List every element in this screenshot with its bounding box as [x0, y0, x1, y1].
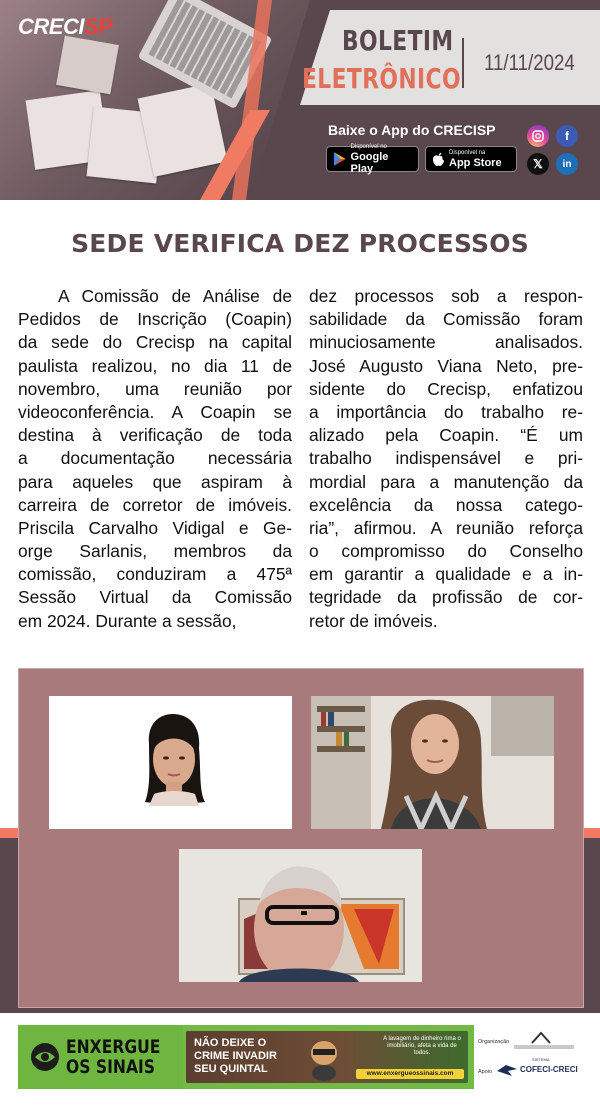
dog-thief-icon: [304, 1033, 344, 1081]
crecisp-logo[interactable]: CRECISP: [18, 14, 113, 39]
campaign-tagline: A lavagem de dinheiro rima o imobiliário, afeta a vida de todos.: [383, 1036, 461, 1056]
article-line: Pedidos de Inscrição (Coapin): [18, 309, 292, 330]
apple-icon: [432, 152, 445, 167]
article-line: carreira de corretor de imóveis.: [18, 494, 292, 515]
instagram-icon[interactable]: [527, 125, 549, 147]
eye-icon: [30, 1042, 60, 1072]
campaign-message: NÃO DEIXE O CRIME INVADIR SEU QUINTAL A lavagem de dinheiro rima o imobiliário, afeta a vida de todos. www.enxergueossinais.com: [186, 1031, 468, 1083]
article-line: dez processos sob a respon-: [309, 286, 583, 306]
article-line: para aqueles que aspiram à: [18, 471, 292, 492]
article-line: novembro, uma reunião por: [18, 378, 292, 399]
article-line: destina à verificação de toda: [18, 425, 292, 446]
campaign-banner[interactable]: [18, 1025, 582, 1089]
article-line: retor de imóveis.: [309, 610, 438, 631]
article-line: Priscila Carvalho Vidigal e Ge-: [18, 517, 292, 538]
article-title: SEDE VERIFICA DEZ PROCESSOS: [71, 229, 529, 258]
article-line: sabilidade da Comissão foram: [309, 309, 583, 330]
google-play-button[interactable]: Disponível no Google Play: [326, 146, 419, 172]
article-line: orge Sarlanis, membros da: [18, 541, 292, 562]
article-line: trabalho indispensável e pri-: [309, 448, 583, 469]
facebook-icon[interactable]: f: [556, 125, 578, 147]
article-column-left: [18, 285, 292, 633]
sponsor-bird-icon: [496, 1063, 518, 1077]
article-line: minuciosamente analisados.: [309, 332, 583, 353]
participant-photo-2: [311, 696, 554, 829]
article-line: A Comissão de Análise de: [58, 286, 292, 306]
article-line: ria”, afirmou. A reunião reforça: [309, 517, 583, 538]
article-line: o compromisso do Conselho: [309, 541, 583, 562]
article-line: da sede do Crecisp na capital: [18, 332, 292, 353]
newsletter-title: BOLETIM: [342, 24, 454, 57]
article-line: alizado pela Coapin. “É um: [309, 425, 583, 446]
participant-photo-1: [49, 696, 292, 829]
title-divider: [462, 38, 464, 88]
x-icon[interactable]: 𝕏: [527, 153, 549, 175]
article-line: a documentação necessária: [18, 448, 292, 469]
org-logo-icon: [530, 1031, 552, 1045]
article-line: tegridade da profissão de cor-: [309, 587, 583, 608]
issue-date: 11/11/2024: [484, 50, 575, 75]
article-line: paulista realizou, no dia 11 de: [18, 355, 292, 376]
campaign-url[interactable]: www.enxergueossinais.com: [356, 1069, 464, 1079]
header-banner: [0, 0, 600, 200]
article-line: Sessão Virtual da Comissão: [18, 587, 292, 608]
article-column-right: [309, 285, 583, 633]
google-play-icon: [333, 151, 347, 167]
app-download-prompt: Baixe o App do CRECISP: [328, 122, 496, 138]
campaign-sponsors: Organização Apoio SISTEMA COFECI-CRECI: [474, 1025, 582, 1089]
campaign-logo: ENXERGUE OS SINAIS: [18, 1025, 183, 1089]
article-line: a importância do trabalho re-: [309, 401, 583, 422]
participant-photo-3: [179, 849, 422, 982]
linkedin-icon[interactable]: in: [556, 153, 578, 175]
article-line: sidente do Crecisp, enfatizou: [309, 378, 583, 399]
app-store-button[interactable]: Disponível na App Store: [425, 146, 517, 172]
video-call-panel: [18, 668, 584, 1008]
article-line: excelência da nossa catego-: [309, 494, 583, 515]
article-line: em 2024. Durante a sessão,: [18, 610, 237, 631]
article-line: mordial para a manutenção da: [309, 471, 583, 492]
article-line: José Augusto Viana Neto, pre-: [309, 355, 583, 376]
newsletter-subtitle: ELETRÔNICO: [302, 62, 461, 95]
article-line: videoconferência. A Coapin se: [18, 401, 292, 422]
article-line: comissão, conduziram a 475ª: [18, 564, 292, 585]
article-line: em garantir a qualidade e a in-: [309, 564, 583, 585]
